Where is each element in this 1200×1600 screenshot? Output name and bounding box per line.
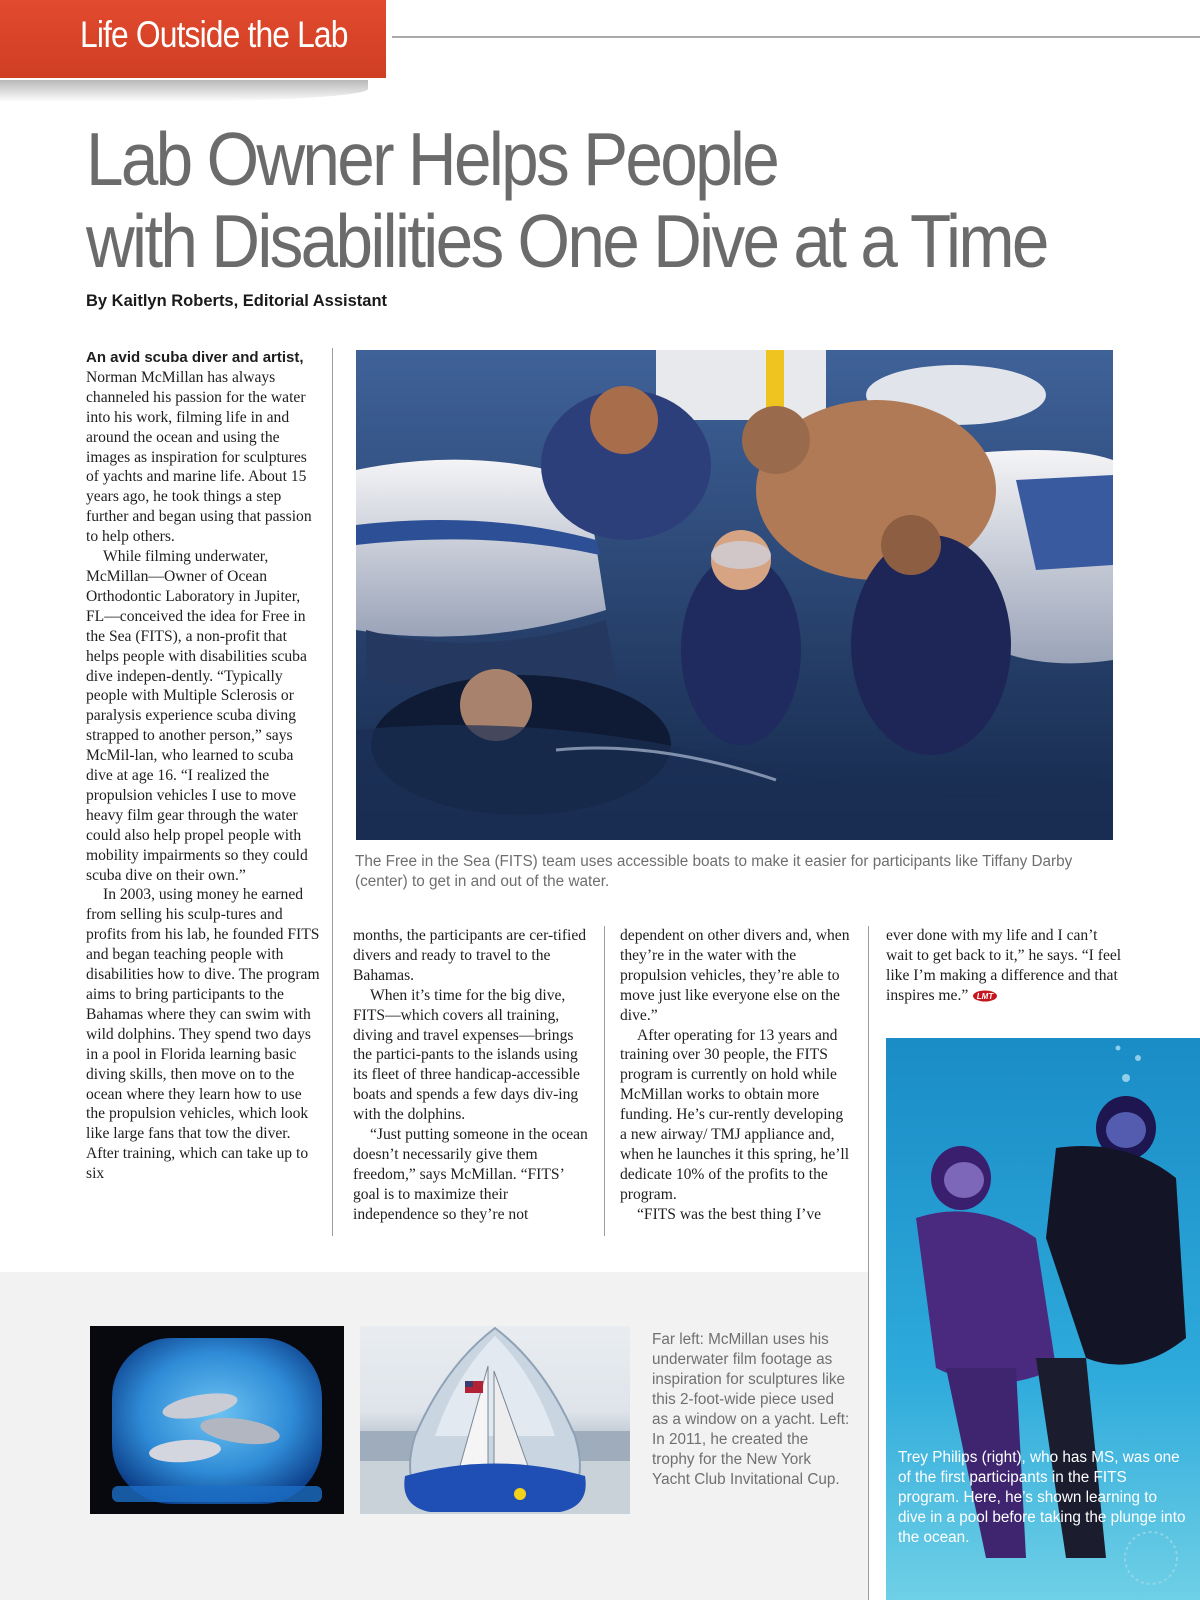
headline (86, 118, 1186, 282)
section-label: Life Outside the Lab (80, 14, 348, 55)
yacht-club-trophy-photo (360, 1326, 630, 1514)
lead-paragraph (86, 348, 322, 547)
column-divider (604, 926, 605, 1236)
headline-line-2: with Disabilities One Dive at a Time (86, 199, 1047, 283)
article-column-3 (620, 926, 852, 1225)
banner-shadow (0, 80, 368, 102)
headline-line-1: Lab Owner Helps People (86, 117, 778, 201)
paragraph: “FITS was the best thing I’ve (637, 1205, 822, 1223)
lead-in: An avid scuba diver and artist, (86, 349, 304, 366)
sculpture-caption: Far left: McMillan uses his underwater film footage as inspiration for sculptures like this 2-foot-wide piece used as a window on a yacht. Left: In 2011, he created the trophy for the New York Yacht Club Invitational Cup. (652, 1331, 850, 1488)
main-photo-caption: The Free in the Sea (FITS) team uses accessible boats to make it easier for participants like Tiffany Darby (center) to get in and out of the water. (355, 853, 1073, 890)
pool-photo-caption: Trey Philips (right), who has MS, was one of the first participants in the FITS program. Here, he’s shown learning to dive in a pool before taking the plunge into the ocean. (898, 1449, 1186, 1546)
dolphin-sculpture-illustration (90, 1326, 344, 1514)
paragraph: After operating for 13 years and training over 30 people, the FITS program is currently on hold while McMillan works to obtain more funding. He’s cur-rently developing a new airway/ TMJ appliance and, when he launches it this spring, he’ll dedicate 10% of the profits to the program. (620, 1026, 850, 1203)
paragraph: dependent on other divers and, when they’re in the water with the propulsion vehicles, they’re able to move just like everyone else on the dive.” (620, 927, 850, 1024)
byline: By Kaitlyn Roberts, Editorial Assistant (86, 292, 388, 310)
svg-text:LMT: LMT (977, 992, 994, 1002)
paragraph (886, 926, 1126, 1006)
article-column-2 (353, 926, 593, 1225)
paragraph: “Just putting someone in the ocean doesn’t necessarily give them freedom,” says McMillan. “FITS’ goal is to maximize their independence so they’re not (353, 1126, 588, 1223)
closing-text: ever done with my life and I can’t wait to get back to it,” he says. “I feel like I’m making a difference and that inspires me.” (886, 927, 1122, 1004)
header-rule (392, 36, 1200, 38)
column-divider (332, 348, 333, 1236)
lmt-logo-icon (972, 990, 998, 1002)
paragraph: months, the participants are cer-tified divers and ready to travel to the Bahamas. (353, 927, 587, 984)
article-column-4 (886, 926, 1126, 1006)
article-column-1 (86, 348, 322, 1184)
dolphin-sculpture-photo (90, 1326, 344, 1514)
paragraph-text: Norman McMillan has always channeled his passion for the water into his work, filming life in and around the ocean and using the images as inspiration for sculptures of yachts and marine life. About 15 years ago, he took things a step further and began using that passion to help others. (86, 368, 312, 546)
paragraph: When it’s time for the big dive, FITS—which covers all training, diving and travel expenses—brings the partici-pants to the islands using its fleet of three handicap-accessible boats and spends a few days div-ing with the dolphins. (353, 986, 580, 1124)
trophy-illustration (360, 1326, 630, 1514)
paragraph: In 2003, using money he earned from selling his sculp-tures and profits from his lab, he founded FITS and began teaching people with disabilities how to dive. The program aims to bring participants to the Bahamas where they can swim with wild dolphins. They spend two days in a pool in Florida learning basic diving skills, then move on to the ocean where they learn how to use the propulsion vehicles, which look like large fans that tow the diver. After training, which can take up to six (86, 886, 320, 1183)
paragraph: While filming underwater, McMillan—Owner of Ocean Orthodontic Laboratory in Jupiter, FL—conceived the idea for Free in the Sea (FITS), a non-profit that helps people with disabilities scuba dive indepen-dently. “Typically people with Multiple Sclerosis or paralysis experience scuba diving strapped to another person,” says McMil-lan, who learned to scuba dive at age 16. “I realized the propulsion vehicles I use to move heavy film gear through the water could also help propel people with mobility impairments so they could scuba dive on their own.” (86, 548, 308, 884)
column-divider (868, 926, 869, 1600)
main-photo-illustration (356, 350, 1113, 840)
main-photo-boat-divers (356, 350, 1113, 840)
